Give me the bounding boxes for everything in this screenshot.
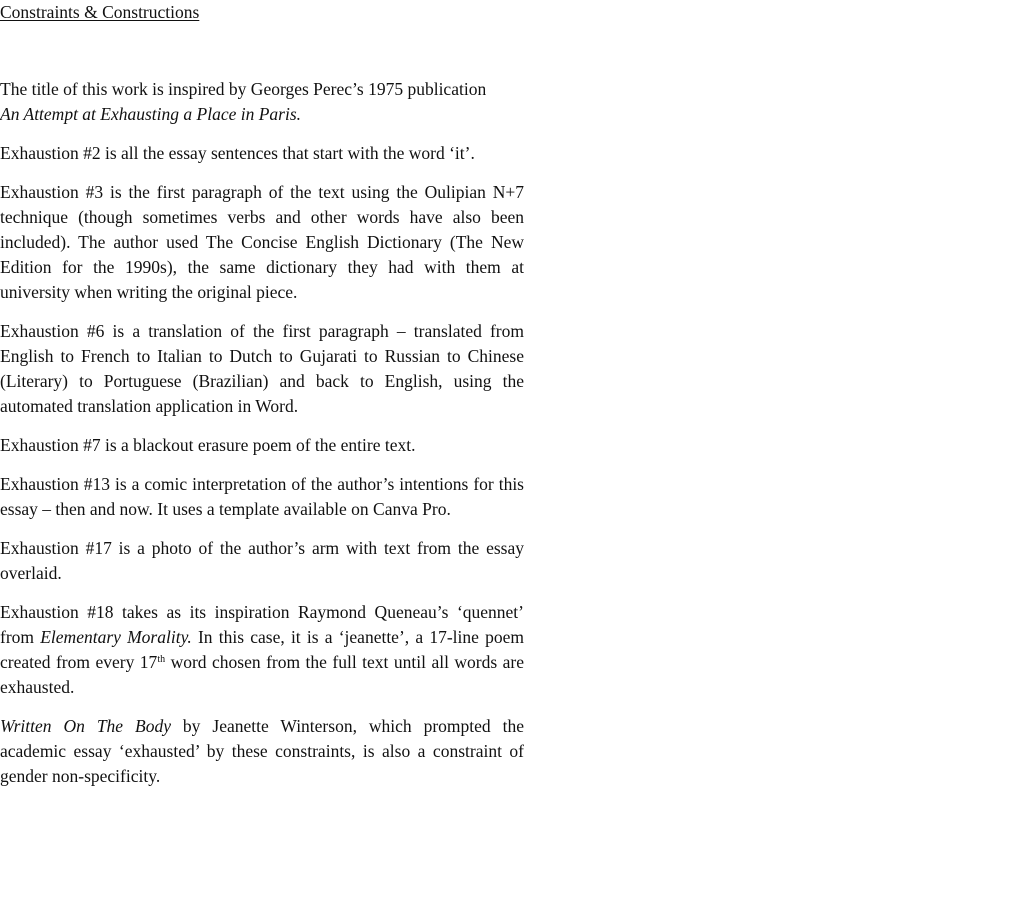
- book-title-italic: An Attempt at Exhausting a Place in Paris.: [0, 104, 302, 124]
- paragraph-perec-inspiration: [0, 77, 524, 127]
- paragraph-exhaustion-18: [0, 600, 524, 700]
- paragraph-text: In this case, it is a ‘jeanette’, a 17-line poem created from every 17: [0, 627, 524, 672]
- paragraph-text: The title of this work is inspired by Georges Perec’s 1975 publication: [0, 79, 487, 99]
- ordinal-superscript: th: [157, 654, 166, 665]
- book-title-italic: Elementary Morality.: [40, 627, 192, 647]
- document-body: [0, 77, 524, 803]
- paragraph-exhaustion-3: Exhaustion #3 is the first paragraph of the text using the Oulipian N+7 technique (though sometimes verbs and other words have also been included). The author used The Concise English Dictionary (The New Edition for the 1990s), the same dictionary they had with them at university when writing the original piece.: [0, 182, 524, 302]
- paragraph-text: Exhaustion #18 takes as its inspiration Raymond Queneau’s ‘quennet’ from: [0, 602, 524, 647]
- paragraph-exhaustion-2: Exhaustion #2 is all the essay sentences that start with the word ‘it’.: [0, 143, 475, 163]
- paragraph-text: by Jeanette Winterson, which prompted the academic essay ‘exhausted’ by these constraints, is also a constraint of gender non-specificity.: [0, 716, 525, 786]
- paragraph-exhaustion-17: Exhaustion #17 is a photo of the author’s arm with text from the essay overlaid.: [0, 538, 524, 583]
- paragraph-exhaustion-13: Exhaustion #13 is a comic interpretation of the author’s intentions for this essay – then and now. It uses a template available on Canva Pro.: [0, 474, 524, 519]
- paragraph-winterson: [0, 714, 524, 789]
- book-title-italic: Written On The Body: [0, 716, 171, 736]
- document-title: Constraints & Constructions: [0, 2, 200, 22]
- paragraph-exhaustion-7: Exhaustion #7 is a blackout erasure poem of the entire text.: [0, 435, 416, 455]
- paragraph-exhaustion-6: Exhaustion #6 is a translation of the first paragraph – translated from English to French to Italian to Dutch to Gujarati to Russian to Chinese (Literary) to Portuguese (Brazilian) and back to English, using the automated translation application in Word.: [0, 321, 524, 416]
- paragraph-text: word chosen from the full text until all words are exhausted.: [0, 652, 525, 697]
